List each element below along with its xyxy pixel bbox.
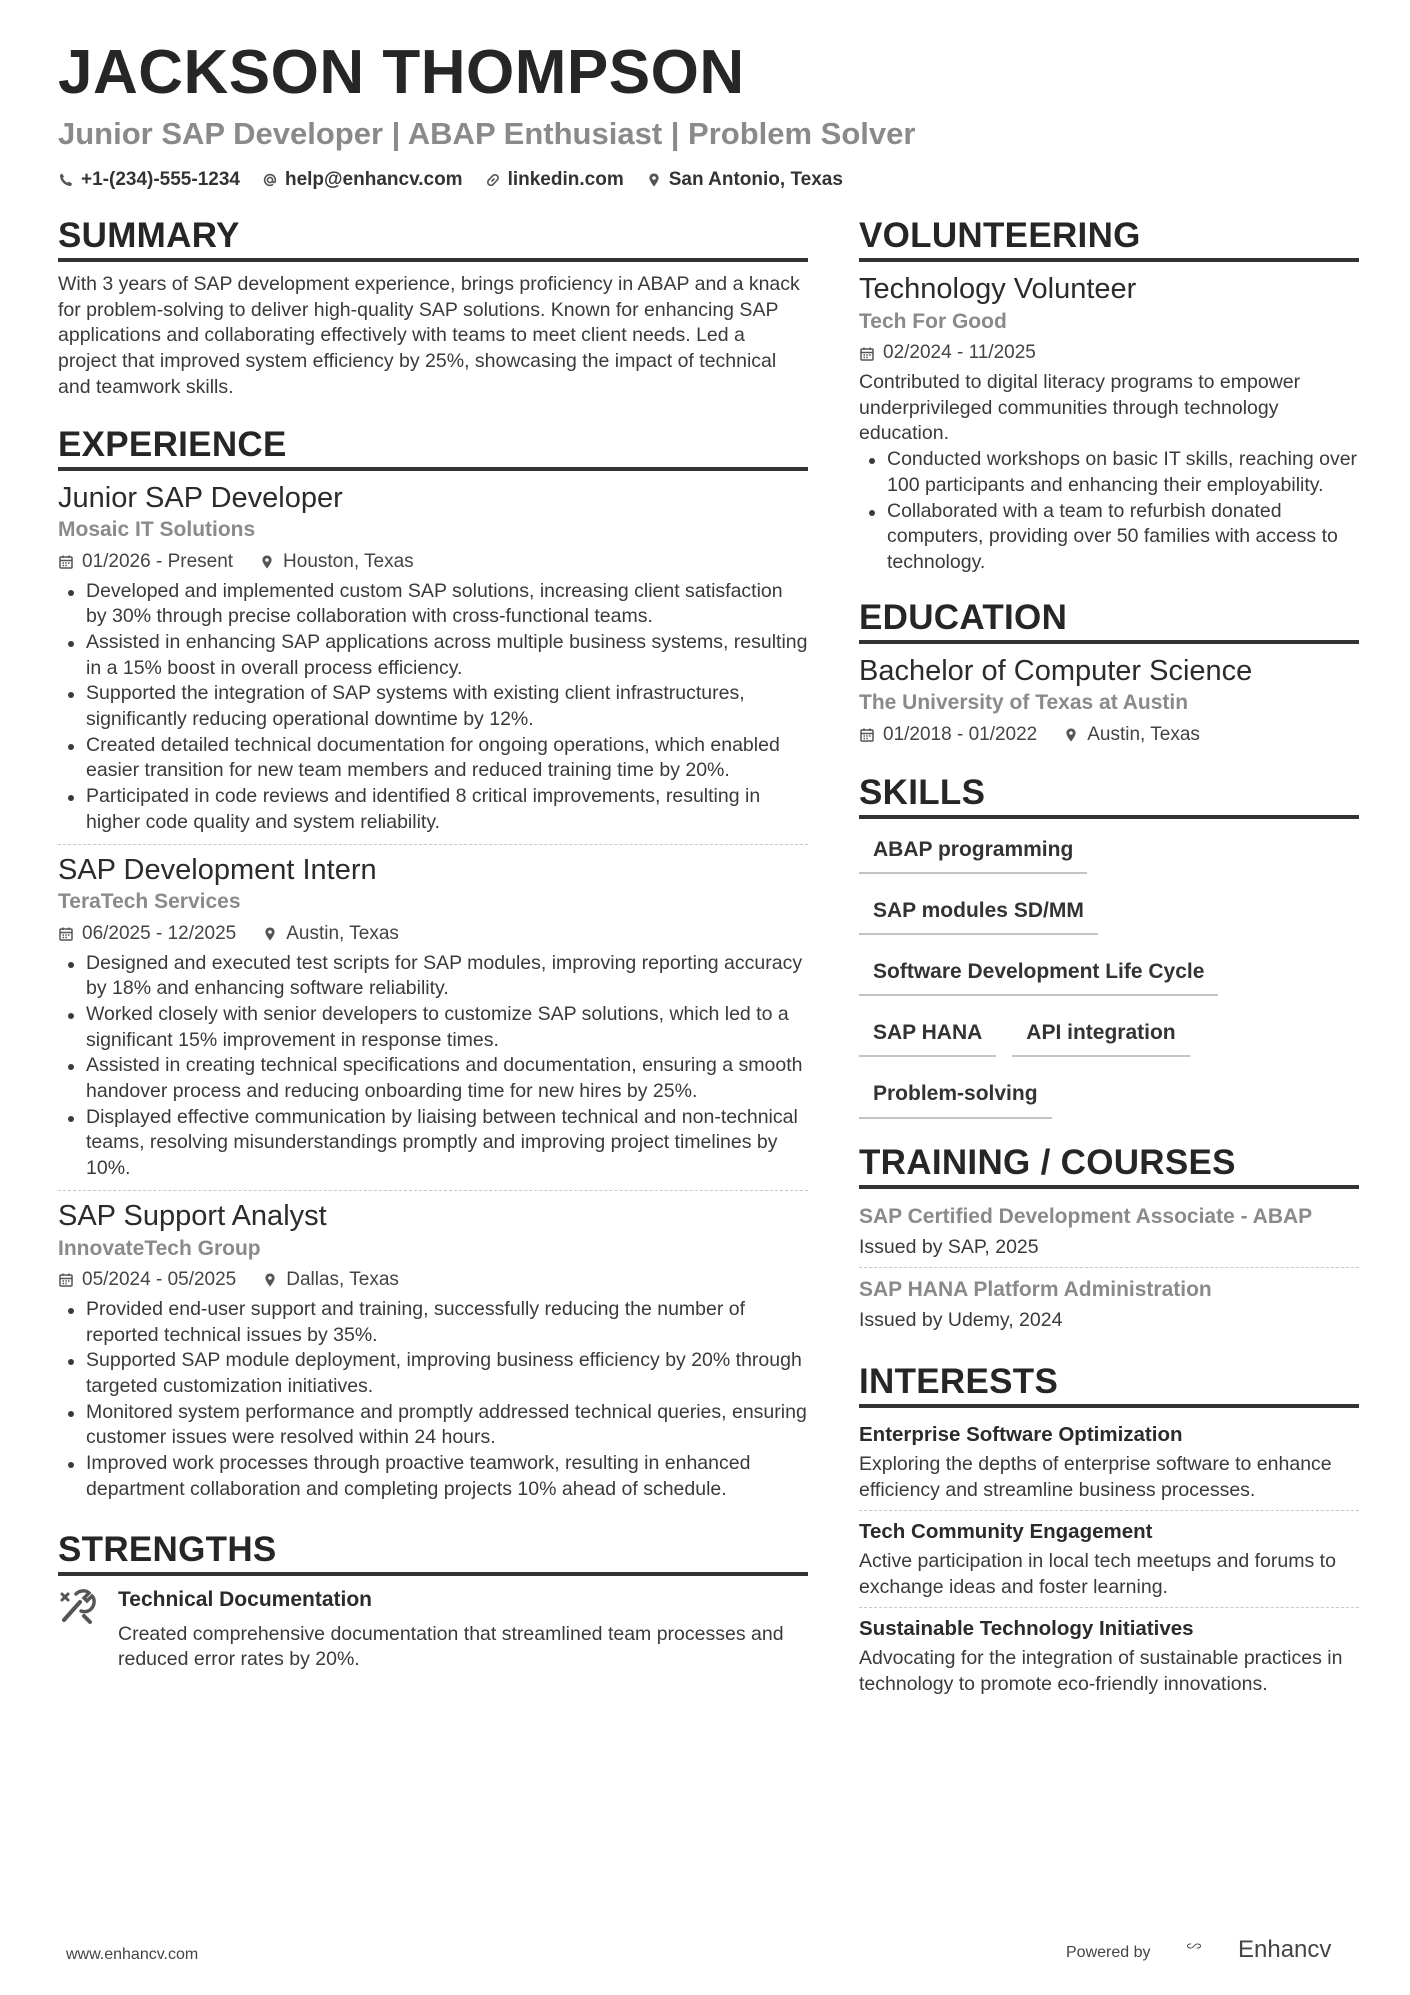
interest-text: Active participation in local tech meetups and forums to exchange ideas and foster learning.	[859, 1550, 1336, 1598]
bullet-item: Assisted in creating technical specifications and documentation, ensuring a smooth handover process and reducing onboarding time for new hires by 25%.	[58, 1053, 808, 1104]
calendar-icon	[859, 727, 875, 743]
at-icon	[262, 172, 278, 188]
bullet-item: Designed and executed test scripts for SAP modules, improving reporting accuracy by 18% and enhancing software reliability.	[58, 951, 808, 1002]
interests-section	[859, 1361, 1359, 1704]
location-icon	[646, 172, 662, 188]
interest-text: Exploring the depths of enterprise software to enhance efficiency and streamline business processes.	[859, 1453, 1332, 1501]
course-issuer: Issued by Udemy, 2024	[859, 1308, 1063, 1331]
skills-list	[859, 829, 1359, 1135]
job-dates: 05/2024 - 05/2025	[82, 1269, 237, 1291]
phone-icon	[58, 172, 74, 188]
course-issuer: Issued by SAP, 2025	[859, 1235, 1039, 1258]
volunteer-text: Contributed to digital literacy programs to empower underprivileged communities through technology education.	[859, 370, 1301, 445]
enhancv-logo[interactable]	[1186, 1936, 1331, 1964]
enhancv-logo-icon	[1186, 1938, 1232, 1962]
skill-tag: API integration	[1012, 1012, 1189, 1057]
contact-location-text: San Antonio, Texas	[668, 169, 843, 190]
job-dates: 06/2025 - 12/2025	[82, 922, 237, 944]
course-title: SAP HANA Platform Administration	[859, 1277, 1212, 1301]
job-dates: 01/2026 - Present	[82, 550, 234, 572]
interest-text: Advocating for the integration of sustainable practices in technology to promote eco-friendly innovations.	[859, 1647, 1343, 1695]
bullet-item: Conducted workshops on basic IT skills, reaching over 100 participants and enhancing their employability.	[859, 447, 1359, 498]
strengths-section	[58, 1532, 808, 1673]
contact-phone[interactable]	[58, 170, 240, 189]
experience-entry	[58, 481, 808, 844]
volunteering-heading: VOLUNTEERING	[859, 218, 1359, 262]
experience-section	[58, 424, 808, 1511]
skill-tag: SAP HANA	[859, 1012, 996, 1057]
volunteer-bullets	[859, 447, 1359, 576]
volunteer-dates: 02/2024 - 11/2025	[883, 342, 1036, 364]
job-bullets	[58, 1297, 808, 1503]
strengths-heading: STRENGTHS	[58, 1532, 808, 1576]
volunteer-org: Tech For Good	[859, 309, 1007, 333]
skills-heading: SKILLS	[859, 775, 1359, 819]
right-column	[859, 218, 1359, 1730]
footer-powered-by: Powered by	[1066, 1944, 1151, 1961]
calendar-icon	[58, 554, 74, 570]
contact-phone-text: +1-(234)-555-1234	[81, 169, 240, 190]
interest-item	[859, 1607, 1359, 1704]
bullet-item: Improved work processes through proactive teamwork, resulting in enhanced department collaboration and completing projects 10% ahead of schedule.	[58, 1451, 808, 1502]
strength-title: Technical Documentation	[118, 1588, 372, 1612]
job-location: Austin, Texas	[286, 922, 399, 944]
interest-title: Sustainable Technology Initiatives	[859, 1616, 1194, 1640]
bullet-item: Displayed effective communication by liaising between technical and non-technical teams, resolving misunderstandings promptly and improving project timelines by 10%.	[58, 1105, 808, 1182]
location-icon	[262, 1272, 278, 1288]
volunteering-section	[859, 218, 1359, 576]
education-location: Austin, Texas	[1087, 723, 1200, 745]
job-title: SAP Development Intern	[58, 853, 377, 886]
course-item	[859, 1267, 1359, 1340]
course-item	[859, 1199, 1359, 1267]
school-name: The University of Texas at Austin	[859, 691, 1189, 715]
job-bullets	[58, 579, 808, 836]
job-title: SAP Support Analyst	[58, 1199, 327, 1232]
left-column	[58, 218, 808, 1699]
candidate-tagline: Junior SAP Developer | ABAP Enthusiast | Problem Solver	[58, 116, 916, 151]
contact-email-text: help@enhancv.com	[284, 169, 463, 190]
summary-text: With 3 years of SAP development experience, brings proficiency in ABAP and a knack for problem-solving to deliver high-quality SAP solutions. Known for enhancing SAP applications and collaborating effectively with teams to meet client needs. Led a project that improved system efficiency by 25%, showcasing the impact of technical and teamwork skills.	[58, 273, 800, 398]
education-heading: EDUCATION	[859, 600, 1359, 644]
bullet-item: Created detailed technical documentation for ongoing operations, which enabled easier transition for new team members and reduced training time by 20%.	[58, 733, 808, 784]
calendar-icon	[859, 346, 875, 362]
volunteer-meta	[859, 342, 1359, 365]
job-meta	[58, 923, 808, 946]
contact-linkedin[interactable]	[485, 170, 624, 189]
training-heading: TRAINING / COURSES	[859, 1145, 1359, 1189]
training-section	[859, 1142, 1359, 1340]
contact-location	[646, 170, 843, 189]
job-meta	[58, 551, 808, 574]
job-meta	[58, 1269, 808, 1292]
location-icon	[262, 926, 278, 942]
enhancv-brand: Enhancv	[1238, 1936, 1332, 1963]
footer-url[interactable]: www.enhancv.com	[66, 1946, 199, 1963]
tools-icon	[58, 1586, 100, 1626]
education-section	[859, 597, 1359, 747]
job-location: Dallas, Texas	[286, 1269, 399, 1291]
bullet-item: Worked closely with senior developers to customize SAP solutions, which led to a significant 15% improvement in response times.	[58, 1002, 808, 1053]
company-name: Mosaic IT Solutions	[58, 518, 256, 542]
strength-text: Created comprehensive documentation that streamlined team processes and reduced error rates by 20%.	[118, 1622, 784, 1671]
job-location: Houston, Texas	[283, 550, 414, 572]
skill-tag: SAP modules SD/MM	[859, 890, 1098, 935]
volunteer-role: Technology Volunteer	[859, 273, 1137, 305]
experience-entry	[58, 1190, 808, 1511]
calendar-icon	[58, 926, 74, 942]
interest-item	[859, 1510, 1359, 1607]
company-name: TeraTech Services	[58, 890, 241, 914]
contact-bar	[58, 170, 843, 189]
experience-heading: EXPERIENCE	[58, 427, 808, 471]
link-icon	[485, 172, 501, 188]
experience-entry	[58, 844, 808, 1190]
bullet-item: Supported the integration of SAP systems with existing client infrastructures, significantly reducing operational downtime by 12%.	[58, 681, 808, 732]
bullet-item: Monitored system performance and promptly addressed technical queries, ensuring customer issues were resolved within 24 hours.	[58, 1400, 808, 1451]
calendar-icon	[58, 1272, 74, 1288]
degree-title: Bachelor of Computer Science	[859, 654, 1253, 687]
summary-heading: SUMMARY	[58, 218, 808, 262]
skill-tag: ABAP programming	[859, 829, 1087, 874]
contact-linkedin-text: linkedin.com	[507, 169, 624, 190]
skill-tag: Software Development Life Cycle	[859, 951, 1218, 996]
location-icon	[1063, 727, 1079, 743]
candidate-name: JACKSON THOMPSON	[58, 38, 745, 107]
bullet-item: Developed and implemented custom SAP solutions, increasing client satisfaction by 30% through precise collaboration with cross-functional teams.	[58, 579, 808, 630]
interests-heading: INTERESTS	[859, 1364, 1359, 1408]
education-meta	[859, 724, 1359, 747]
contact-email[interactable]	[262, 170, 463, 189]
bullet-item: Collaborated with a team to refurbish donated computers, providing over 50 families with access to technology.	[859, 499, 1359, 576]
education-dates: 01/2018 - 01/2022	[883, 723, 1038, 745]
skills-section	[859, 772, 1359, 1135]
bullet-item: Provided end-user support and training, successfully reducing the number of reported technical issues by 35%.	[58, 1297, 808, 1348]
location-icon	[259, 554, 275, 570]
skill-tag: Problem-solving	[859, 1073, 1052, 1118]
bullet-item: Supported SAP module deployment, improving business efficiency by 20% through targeted customization initiatives.	[58, 1348, 808, 1399]
job-title: Junior SAP Developer	[58, 481, 343, 514]
job-bullets	[58, 951, 808, 1182]
bullet-item: Participated in code reviews and identified 8 critical improvements, resulting in higher code quality and system reliability.	[58, 784, 808, 835]
interest-title: Tech Community Engagement	[859, 1519, 1153, 1543]
course-title: SAP Certified Development Associate - ABAP	[859, 1204, 1313, 1228]
bullet-item: Assisted in enhancing SAP applications across multiple business systems, resulting in a 15% boost in overall process efficiency.	[58, 630, 808, 681]
interest-item	[859, 1418, 1359, 1510]
strength-item	[58, 1586, 808, 1673]
company-name: InnovateTech Group	[58, 1236, 261, 1260]
summary-section	[58, 218, 808, 401]
interest-title: Enterprise Software Optimization	[859, 1422, 1183, 1446]
